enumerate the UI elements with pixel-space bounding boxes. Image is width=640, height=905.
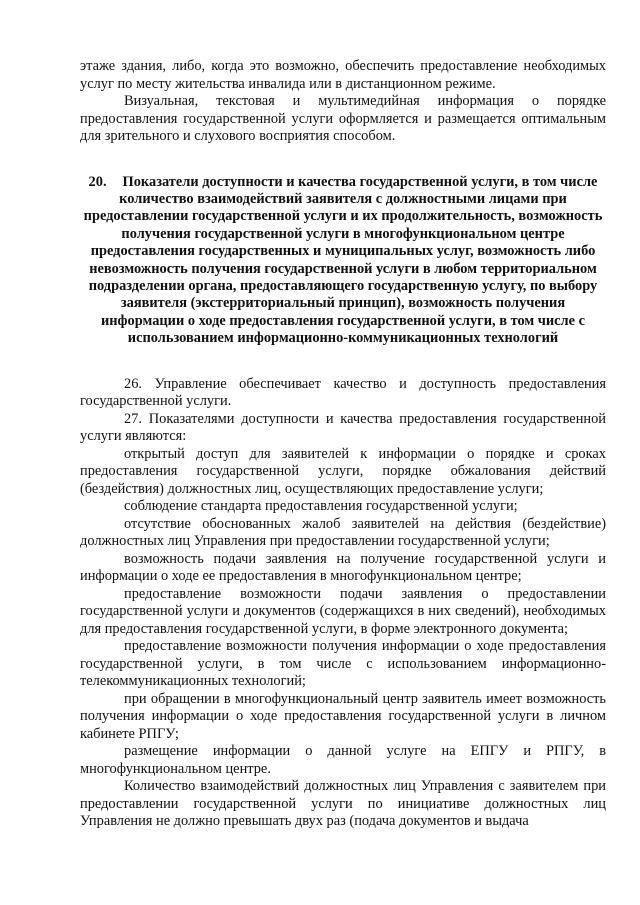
paragraph-27: 27. Показателями доступности и качества предоставления государственной услуги являются: — [80, 410, 606, 445]
closing-paragraph: Количество взаимодействий должностных лиц Управления с заявителем при предоставлении государственной услуги по инициативе должностных лиц Управления не должно превышать двух раз (подача документов и выдача — [80, 778, 606, 830]
list-item-mfc-application: возможность подачи заявления на получение государственной услуги и информации о ходе ее предоставления в многофункциональном центре; — [80, 550, 606, 585]
list-item-no-complaints: отсутствие обоснованных жалоб заявителей на действия (бездействие) должностных лиц Управления при предоставлении государственной услуги; — [80, 515, 606, 550]
section-title: Показатели доступности и качества государственной услуги, в том числе количество взаимодействий заявителя с должностными лицами при предоставлении государственной услуги и их продолжительность, возможность получения государственной услуги в многофункциональном центре предоставления государственных и муниципальных услуг, возможность либо невозможность получения государственной услуги в любом территориальном подразделении органа, предоставляющего государственную услугу, по выбору заявителя (экстерриториальный принцип), возможность получения информации о ходе предоставления государственной услуги, в том числе с использованием информационно-коммуникационных технологий — [83, 173, 603, 347]
section-heading — [80, 174, 606, 348]
list-item-mfc-cabinet: при обращении в многофункциональный центр заявитель имеет возможность получения информации о ходе предоставления государственной услуги в личном кабинете РПГУ; — [80, 690, 606, 742]
list-item-progress-info: предоставление возможности получения информации о ходе предоставления государственной услуги, в том числе с использованием информационно-телекоммуникационных технологий; — [80, 638, 606, 690]
list-item-placement: размещение информации о данной услуге на ЕПГУ и РПГУ, в многофункциональном центре. — [80, 743, 606, 777]
intro-paragraph-2: Визуальная, текстовая и мультимедийная информация о порядке предоставления государственной услуги оформляется и размещается оптимальным для зрительного и слухового восприятия способом. — [80, 93, 606, 144]
list-item-open-access: открытый доступ для заявителей к информации о порядке и сроках предоставления государственной услуги, порядке обжалования действий (бездействия) должностных лиц, осуществляющих предоставление услуги; — [80, 445, 606, 497]
paragraph-26: 26. Управление обеспечивает качество и доступность предоставления государственной услуги. — [80, 375, 606, 410]
section-number: 20. — [88, 173, 107, 190]
intro-paragraph-1: этаже здания, либо, когда это возможно, обеспечить предоставление необходимых услуг по месту жительства инвалида или в дистанционном режиме. — [80, 58, 606, 92]
list-item-standard: соблюдение стандарта предоставления государственной услуги; — [124, 498, 518, 515]
list-item-electronic-document: предоставление возможности подачи заявления о предоставлении государственной услуги и документов (содержащихся в них сведений), необходимых для предоставления государственной услуги, в форме электронного документа; — [80, 585, 606, 637]
